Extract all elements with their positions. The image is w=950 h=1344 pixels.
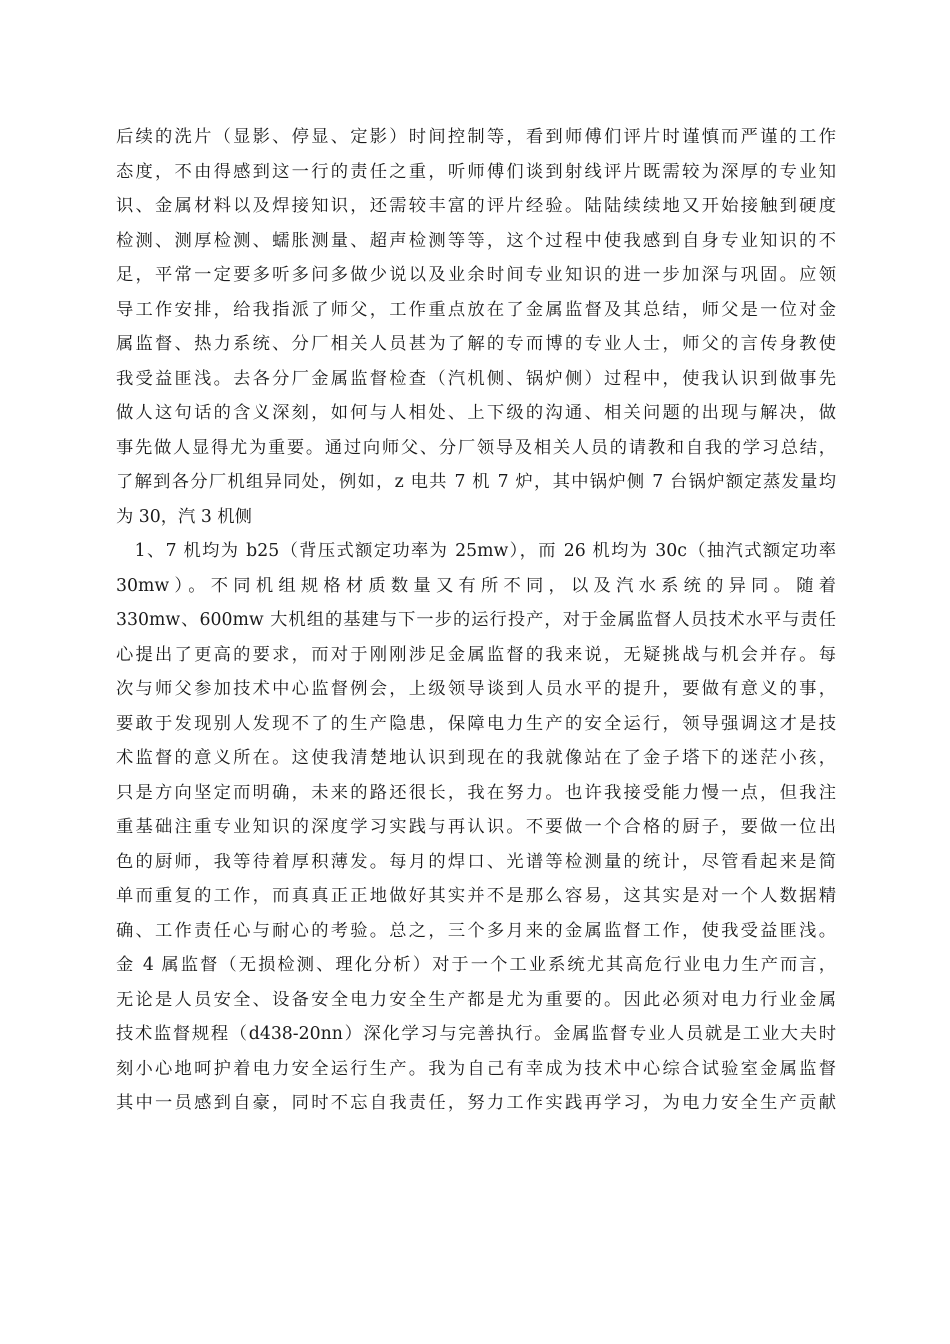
text-line: 只是方向坚定而明确，未来的路还很长，我在努力。也许我接受能力慢一点，但我注	[116, 782, 836, 803]
text-line: 30mw）。不同机组规格材质数量又有所不同，以及汽水系统的异同。随着	[116, 575, 836, 596]
text-line: 单而重复的工作，而真真正正地做好其实并不是那么容易，这其实是对一个人数据精	[116, 886, 836, 906]
text-line: 属监督、热力系统、分厂相关人员甚为了解的专而博的专业人士，师父的言传身教使	[116, 334, 836, 354]
text-line: 检测、测厚检测、蠕胀测量、超声检测等等，这个过程中使我感到自身专业知识的不	[116, 230, 836, 251]
text-line: 1、7 机均为 b25（背压式额定功率为 25mw），而 26 机均为 30c（抽汽式额定功率	[116, 541, 836, 561]
text-line: 色的厨师，我等待着厚积薄发。每月的焊口、光谱等检测量的统计，尽管看起来是简	[116, 851, 836, 872]
text-line: 刻小心地呵护着电力安全运行生产。我为自己有幸成为技术中心综合试验室金属监督	[116, 1058, 836, 1079]
text-line: 导工作安排，给我指派了师父，工作重点放在了金属监督及其总结，师父是一位对金	[116, 299, 836, 320]
text-line: 术监督的意义所在。这使我清楚地认识到现在的我就像站在了金子塔下的迷茫小孩，	[116, 748, 836, 768]
text-line: 330mw、600mw 大机组的基建与下一步的运行投产，对于金属监督人员技术水平与责任	[116, 610, 836, 630]
body-text	[116, 120, 836, 1121]
text-line: 心提出了更高的要求，而对于刚刚涉足金属监督的我来说，无疑挑战与机会并存。每	[116, 644, 836, 665]
text-line: 识、金属材料以及焊接知识，还需较丰富的评片经验。陆陆续续地又开始接触到硬度	[116, 196, 836, 216]
text-line: 做人这句话的含义深刻，如何与人相处、上下级的沟通、相关问题的出现与解决，做	[116, 403, 836, 423]
text-line: 其中一员感到自豪，同时不忘自我责任，努力工作实践再学习，为电力安全生产贡献	[116, 1093, 836, 1113]
text-line: 要敢于发现别人发现不了的生产隐患，保障电力生产的安全运行，领导强调这才是技	[116, 713, 836, 734]
text-line: 重基础注重专业知识的深度学习实践与再认识。不要做一个合格的厨子，要做一位出	[116, 817, 836, 837]
text-line: 事先做人显得尤为重要。通过向师父、分厂领导及相关人员的请教和自我的学习总结，	[116, 437, 836, 458]
text-line: 技术监督规程（d438-20nn）深化学习与完善执行。金属监督专业人员就是工业大夫时	[116, 1024, 836, 1044]
text-line: 后续的洗片（显影、停显、定影）时间控制等，看到师傅们评片时谨慎而严谨的工作	[116, 127, 836, 147]
text-line: 为 30，汽 3 机侧	[116, 506, 252, 527]
text-line: 我受益匪浅。去各分厂金属监督检查（汽机侧、锅炉侧）过程中，使我认识到做事先	[116, 368, 836, 389]
text-line: 金 4 属监督（无损检测、理化分析）对于一个工业系统尤其高危行业电力生产而言，	[116, 955, 836, 975]
text-line: 无论是人员安全、设备安全电力安全生产都是尤为重要的。因此必须对电力行业金属	[116, 989, 836, 1010]
text-line: 了解到各分厂机组异同处，例如，z 电共 7 机 7 炉，其中锅炉侧 7 台锅炉额定蒸发量均	[116, 472, 836, 492]
text-line: 确、工作责任心与耐心的考验。总之，三个多月来的金属监督工作，使我受益匪浅。	[116, 920, 836, 941]
text-line: 态度，不由得感到这一行的责任之重，听师傅们谈到射线评片既需较为深厚的专业知	[116, 161, 836, 182]
text-line: 足，平常一定要多听多问多做少说以及业余时间专业知识的进一步加深与巩固。应领	[116, 265, 836, 285]
text-line: 次与师父参加技术中心监督例会，上级领导谈到人员水平的提升，要做有意义的事，	[116, 679, 836, 699]
